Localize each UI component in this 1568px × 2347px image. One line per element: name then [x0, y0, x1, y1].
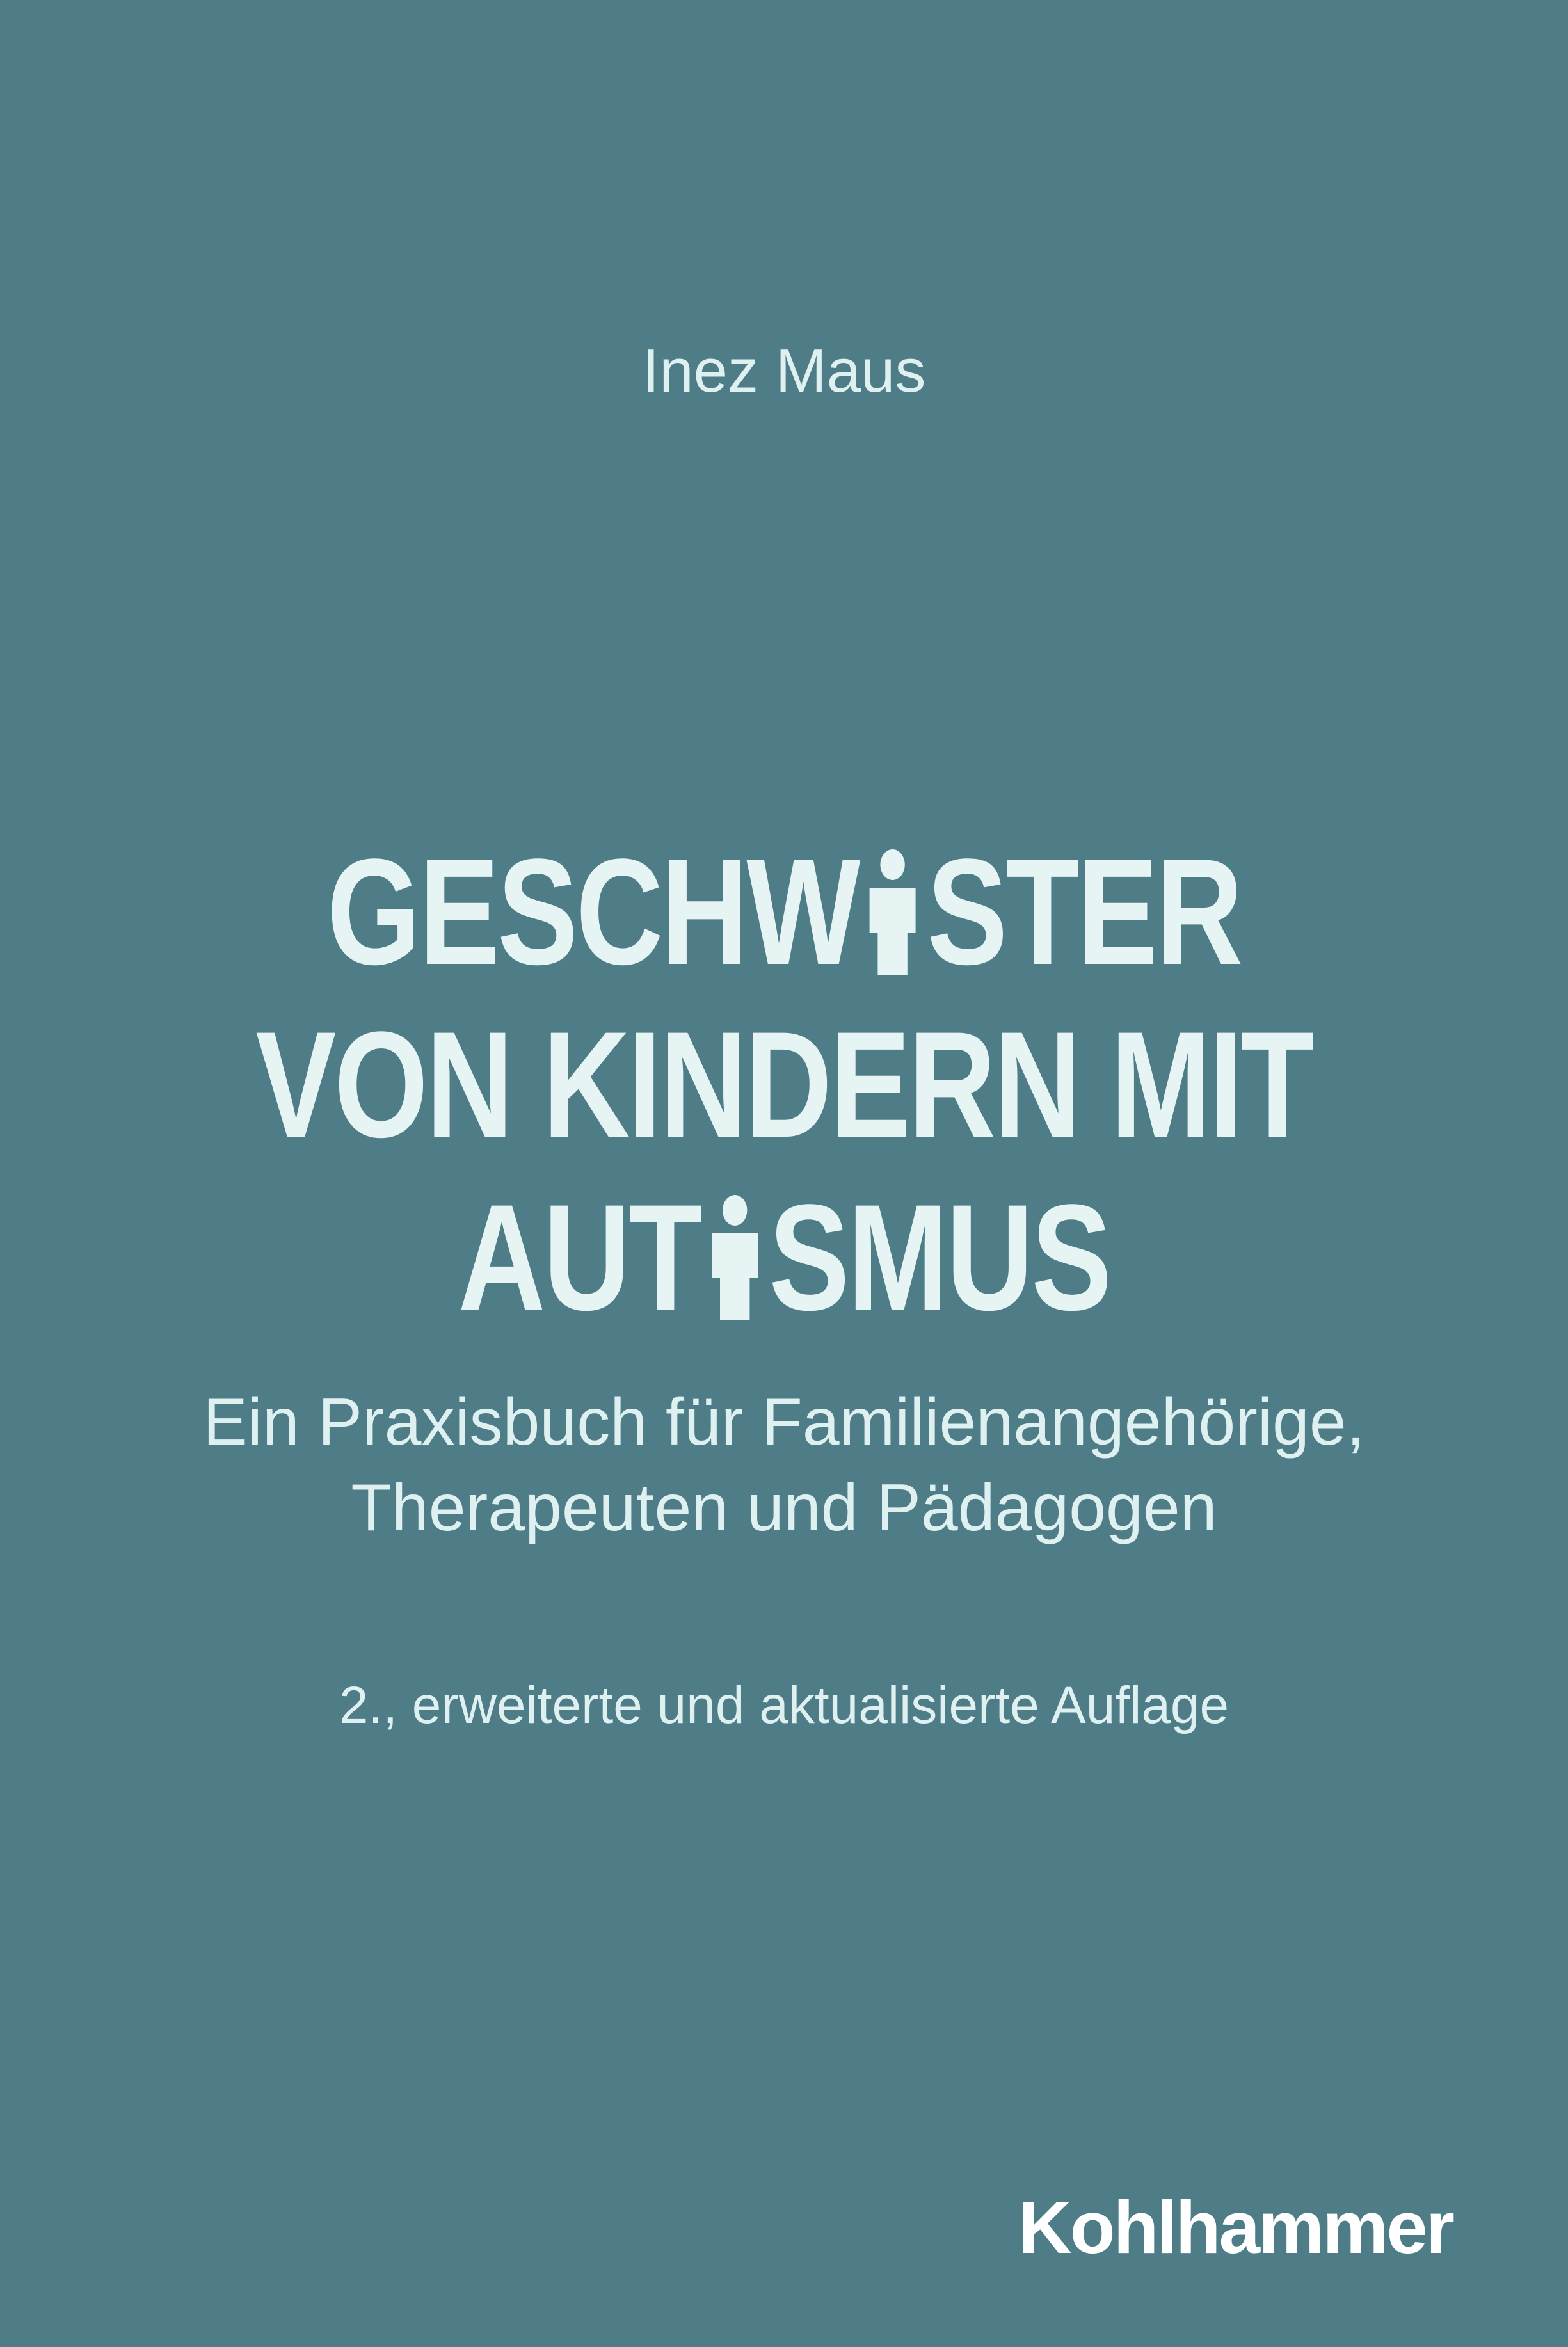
book-subtitle	[0, 1379, 1568, 1551]
title-line-3	[157, 1171, 1411, 1344]
book-title	[0, 826, 1568, 1344]
title-line-3-start: AUT	[458, 1173, 701, 1342]
title-line-1-end: STER	[927, 828, 1242, 997]
title-line-2-text: VON KINDERN MIT	[255, 1000, 1313, 1169]
person-figure-icon	[863, 848, 923, 976]
title-line-1-start: GESCHW	[326, 828, 859, 997]
title-line-2	[157, 998, 1411, 1171]
edition-note: 2., erweiterte und aktualisierte Auflage	[339, 1676, 1229, 1734]
publisher-logo: Kohlhammer	[1018, 2186, 1453, 2269]
title-line-3-end: SMUS	[769, 1173, 1110, 1342]
title-line-1	[157, 826, 1411, 998]
subtitle-line-1: Ein Praxisbuch für Familienangehörige,	[203, 1385, 1365, 1459]
person-figure-icon	[705, 1194, 765, 1322]
author-name: Inez Maus	[642, 337, 926, 405]
subtitle-line-2: Therapeuten und Pädagogen	[351, 1471, 1217, 1545]
